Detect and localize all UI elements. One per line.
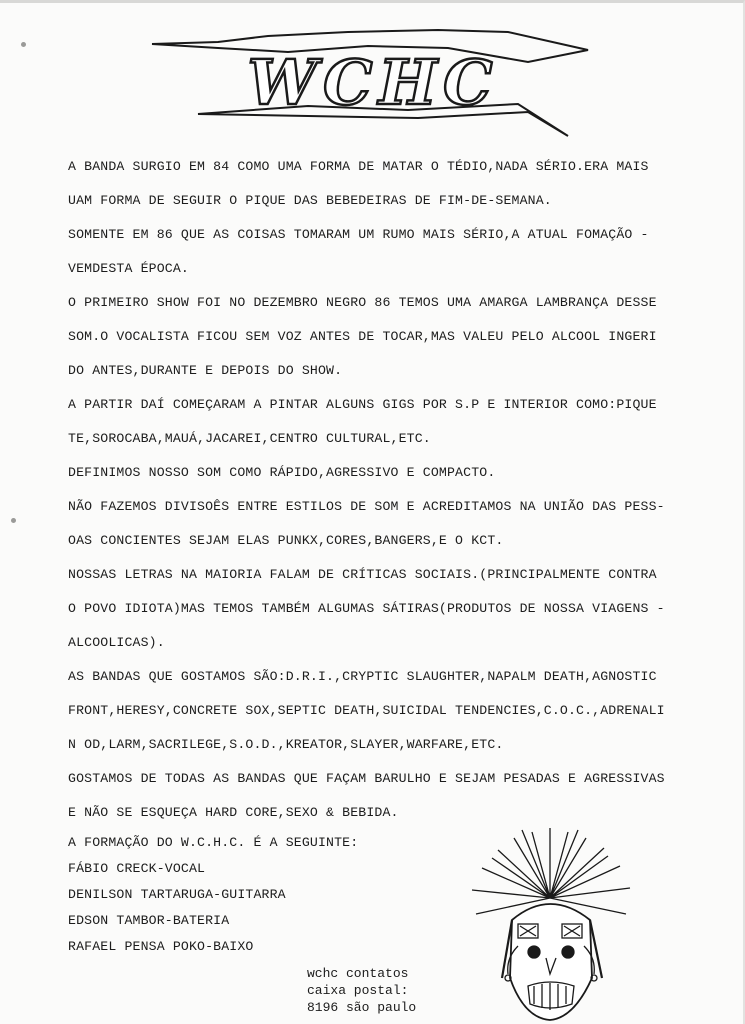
- lineup-member: DENILSON TARTARUGA-GUITARRA: [68, 887, 286, 902]
- lineup-member: EDSON TAMBOR-BATERIA: [68, 913, 230, 928]
- text-line: A PARTIR DAÍ COMEÇARAM A PINTAR ALGUNS GIGS POR S.P E INTERIOR COMO:PIQUE: [68, 397, 657, 412]
- contact-line: 8196 são paulo: [307, 1000, 417, 1015]
- text-line: VEMDESTA ÉPOCA.: [68, 261, 189, 276]
- contact-line: wchc contatos: [307, 966, 409, 981]
- typed-text-block: [68, 150, 738, 960]
- text-line: NOSSAS LETRAS NA MAIORIA FALAM DE CRÍTICAS SOCIAIS.(PRINCIPALMENTE CONTRA: [68, 567, 657, 582]
- band-logo: [148, 18, 598, 138]
- punk-skull-drawing-icon: [462, 828, 637, 1024]
- text-line: FRONT,HERESY,CONCRETE SOX,SEPTIC DEATH,SUICIDAL TENDENCIES,C.O.C.,ADRENALI: [68, 703, 665, 718]
- text-line: SOM.O VOCALISTA FICOU SEM VOZ ANTES DE TOCAR,MAS VALEU PELO ALCOOL INGERI: [68, 329, 657, 344]
- punch-hole-mark: [11, 518, 16, 523]
- text-line: AS BANDAS QUE GOSTAMOS SÃO:D.R.I.,CRYPTIC SLAUGHTER,NAPALM DEATH,AGNOSTIC: [68, 669, 657, 684]
- text-line: DO ANTES,DURANTE E DEPOIS DO SHOW.: [68, 363, 343, 378]
- logo-text: WCHC: [247, 46, 499, 119]
- lineup-member: FÁBIO CRECK-VOCAL: [68, 861, 206, 876]
- text-line: O POVO IDIOTA)MAS TEMOS TAMBÉM ALGUMAS SÁTIRAS(PRODUTOS DE NOSSA VIAGENS -: [68, 601, 665, 616]
- lineup-title: A FORMAÇÃO DO W.C.H.C. É A SEGUINTE:: [68, 835, 359, 850]
- text-line: A BANDA SURGIO EM 84 COMO UMA FORMA DE MATAR O TÉDIO,NADA SÉRIO.ERA MAIS: [68, 159, 649, 174]
- text-line: GOSTAMOS DE TODAS AS BANDAS QUE FAÇAM BARULHO E SEJAM PESADAS E AGRESSIVAS: [68, 771, 665, 786]
- text-line: SOMENTE EM 86 QUE AS COISAS TOMARAM UM RUMO MAIS SÉRIO,A ATUAL FOMAÇÃO -: [68, 227, 649, 242]
- text-line: N OD,LARM,SACRILEGE,S.O.D.,KREATOR,SLAYER,WARFARE,ETC.: [68, 737, 504, 752]
- text-line: TE,SOROCABA,MAUÁ,JACAREI,CENTRO CULTURAL,ETC.: [68, 431, 431, 446]
- text-line: DEFINIMOS NOSSO SOM COMO RÁPIDO,AGRESSIVO E COMPACTO.: [68, 465, 496, 480]
- punch-hole-mark: [21, 42, 26, 47]
- text-line: OAS CONCIENTES SEJAM ELAS PUNKX,CORES,BANGERS,E O KCT.: [68, 533, 504, 548]
- lineup-member: RAFAEL PENSA POKO-BAIXO: [68, 939, 254, 954]
- text-line: ALCOOLICAS).: [68, 635, 165, 650]
- text-line: UAM FORMA DE SEGUIR O PIQUE DAS BEBEDEIRAS DE FIM-DE-SEMANA.: [68, 193, 552, 208]
- contact-info: [307, 965, 416, 1016]
- text-line: NÃO FAZEMOS DIVISOÊS ENTRE ESTILOS DE SOM E ACREDITAMOS NA UNIÃO DAS PESS-: [68, 499, 665, 514]
- text-line: O PRIMEIRO SHOW FOI NO DEZEMBRO NEGRO 86 TEMOS UMA AMARGA LAMBRANÇA DESSE: [68, 295, 657, 310]
- contact-line: caixa postal:: [307, 983, 409, 998]
- text-line: E NÃO SE ESQUEÇA HARD CORE,SEXO & BEBIDA.: [68, 805, 399, 820]
